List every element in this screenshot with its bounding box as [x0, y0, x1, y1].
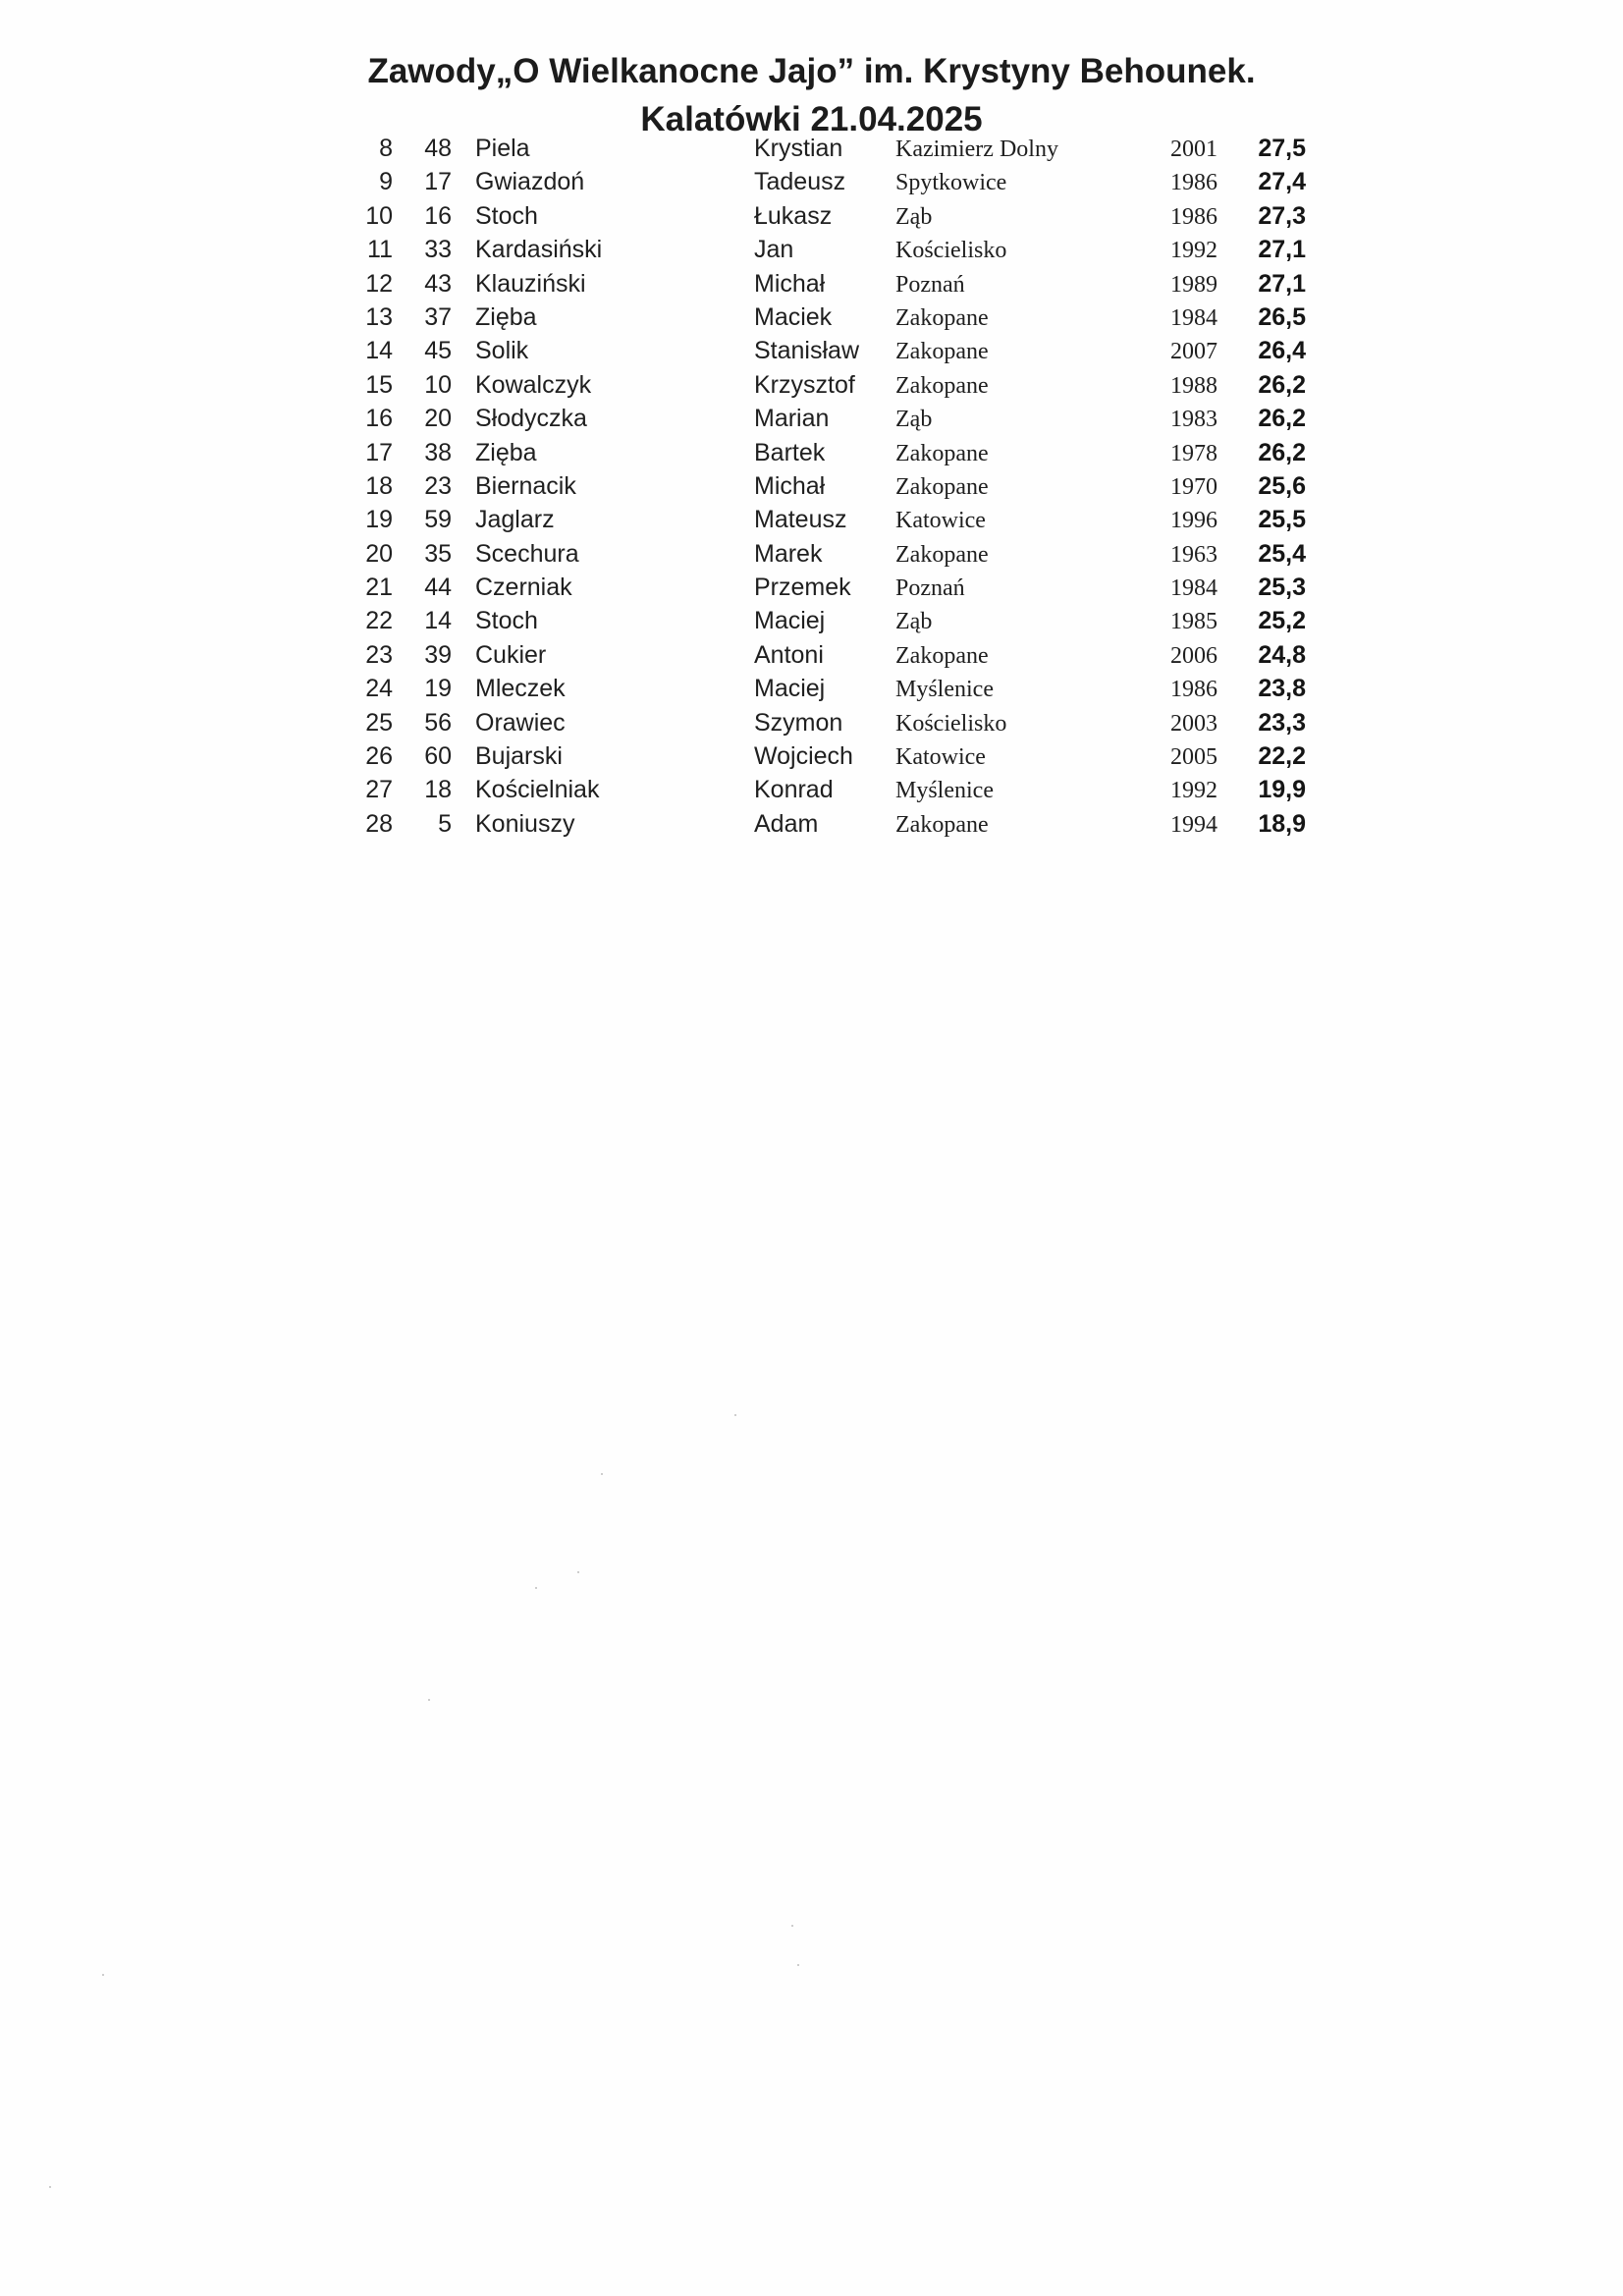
place-cell: 27 — [365, 776, 393, 804]
birth-year-cell: 1986 — [1170, 170, 1217, 196]
place-cell: 11 — [367, 236, 393, 264]
scan-speck — [577, 1571, 579, 1573]
surname-cell: Mleczek — [475, 675, 566, 703]
result-row — [0, 202, 1623, 236]
score-cell: 26,5 — [1258, 302, 1306, 331]
bib-number-cell: 38 — [424, 438, 452, 466]
place-cell: 21 — [365, 574, 393, 602]
first-name-cell: Krzysztof — [754, 370, 855, 399]
score-cell: 18,9 — [1258, 809, 1306, 838]
score-cell: 25,3 — [1258, 574, 1306, 602]
place-cell: 8 — [379, 135, 393, 162]
surname-cell: Scechura — [475, 539, 579, 568]
surname-cell: Piela — [475, 135, 530, 162]
bib-number-cell: 43 — [424, 269, 452, 298]
surname-cell: Gwiazdoń — [475, 168, 585, 196]
result-row — [0, 371, 1623, 405]
town-cell: Kościelisko — [895, 238, 1007, 264]
birth-year-cell: 1988 — [1170, 372, 1217, 399]
place-cell: 16 — [365, 405, 393, 433]
score-cell: 27,5 — [1258, 135, 1306, 162]
birth-year-cell: 1986 — [1170, 203, 1217, 230]
score-cell: 19,9 — [1258, 776, 1306, 804]
town-cell: Myślenice — [895, 677, 994, 703]
town-cell: Poznań — [895, 271, 965, 298]
bib-number-cell: 44 — [424, 574, 452, 602]
surname-cell: Kardasiński — [475, 236, 603, 264]
surname-cell: Kościelniak — [475, 776, 600, 804]
scan-speck — [428, 1699, 430, 1701]
score-cell: 23,3 — [1258, 708, 1306, 737]
town-cell: Zakopane — [895, 339, 989, 365]
place-cell: 24 — [365, 675, 393, 703]
score-cell: 26,2 — [1258, 405, 1306, 433]
scan-speck — [49, 2186, 51, 2188]
birth-year-cell: 1963 — [1170, 541, 1217, 568]
bib-number-cell: 14 — [424, 607, 452, 635]
town-cell: Zakopane — [895, 642, 989, 669]
score-cell: 25,4 — [1258, 539, 1306, 568]
town-cell: Spytkowice — [895, 170, 1007, 196]
result-row — [0, 439, 1623, 472]
birth-year-cell: 1985 — [1170, 609, 1217, 635]
score-cell: 27,3 — [1258, 201, 1306, 230]
surname-cell: Bujarski — [475, 742, 563, 771]
first-name-cell: Antoni — [754, 640, 824, 669]
place-cell: 23 — [365, 640, 393, 669]
score-cell: 22,2 — [1258, 742, 1306, 771]
place-cell: 22 — [365, 607, 393, 635]
town-cell: Ząb — [895, 407, 933, 433]
result-row — [0, 168, 1623, 201]
bib-number-cell: 33 — [424, 236, 452, 264]
results-table — [0, 135, 1623, 844]
town-cell: Ząb — [895, 609, 933, 635]
birth-year-cell: 1996 — [1170, 508, 1217, 534]
place-cell: 10 — [365, 201, 393, 230]
bib-number-cell: 23 — [424, 471, 452, 500]
town-cell: Ząb — [895, 203, 933, 230]
result-row — [0, 641, 1623, 675]
scan-speck — [734, 1414, 736, 1416]
place-cell: 13 — [365, 302, 393, 331]
result-row — [0, 776, 1623, 809]
town-cell: Zakopane — [895, 440, 989, 466]
result-row — [0, 236, 1623, 269]
bib-number-cell: 17 — [424, 168, 452, 196]
surname-cell: Zięba — [475, 302, 537, 331]
surname-cell: Słodyczka — [475, 405, 587, 433]
first-name-cell: Marek — [754, 539, 823, 568]
scan-speck — [535, 1587, 537, 1589]
result-row — [0, 337, 1623, 370]
result-row — [0, 607, 1623, 640]
town-cell: Poznań — [895, 575, 965, 602]
competition-title: Zawody„O Wielkanocne Jajo” im. Krystyny Behounek. — [367, 52, 1256, 90]
place-cell: 14 — [365, 337, 393, 365]
result-row — [0, 540, 1623, 574]
birth-year-cell: 1978 — [1170, 440, 1217, 466]
scan-speck — [601, 1473, 603, 1475]
place-cell: 20 — [365, 539, 393, 568]
surname-cell: Cukier — [475, 640, 547, 669]
score-cell: 24,8 — [1258, 640, 1306, 669]
bib-number-cell: 19 — [424, 675, 452, 703]
birth-year-cell: 1984 — [1170, 575, 1217, 602]
surname-cell: Czerniak — [475, 574, 572, 602]
bib-number-cell: 56 — [424, 708, 452, 737]
first-name-cell: Konrad — [754, 776, 834, 804]
town-cell: Myślenice — [895, 778, 994, 804]
town-cell: Kościelisko — [895, 710, 1007, 737]
bib-number-cell: 35 — [424, 539, 452, 568]
result-row — [0, 270, 1623, 303]
bib-number-cell: 48 — [424, 135, 452, 162]
surname-cell: Orawiec — [475, 708, 566, 737]
birth-year-cell: 2003 — [1170, 710, 1217, 737]
surname-cell: Zięba — [475, 438, 537, 466]
result-row — [0, 472, 1623, 506]
birth-year-cell: 1984 — [1170, 304, 1217, 331]
birth-year-cell: 1986 — [1170, 677, 1217, 703]
scan-speck — [791, 1925, 793, 1927]
first-name-cell: Łukasz — [754, 201, 833, 230]
surname-cell: Klauziński — [475, 269, 586, 298]
place-cell: 15 — [365, 370, 393, 399]
result-row — [0, 675, 1623, 708]
bib-number-cell: 5 — [438, 809, 452, 838]
surname-cell: Solik — [475, 337, 529, 365]
town-cell: Katowice — [895, 508, 986, 534]
birth-year-cell: 1989 — [1170, 271, 1217, 298]
score-cell: 27,1 — [1258, 269, 1306, 298]
birth-year-cell: 1970 — [1170, 473, 1217, 500]
bib-number-cell: 37 — [424, 302, 452, 331]
town-cell: Zakopane — [895, 372, 989, 399]
birth-year-cell: 1983 — [1170, 407, 1217, 433]
score-cell: 27,1 — [1258, 236, 1306, 264]
first-name-cell: Michał — [754, 269, 826, 298]
result-row — [0, 709, 1623, 742]
surname-cell: Jaglarz — [475, 506, 555, 534]
birth-year-cell: 2006 — [1170, 642, 1217, 669]
bib-number-cell: 10 — [424, 370, 452, 399]
result-row — [0, 303, 1623, 337]
birth-year-cell: 2001 — [1170, 137, 1217, 162]
surname-cell: Kowalczyk — [475, 370, 592, 399]
result-row — [0, 742, 1623, 776]
birth-year-cell: 1994 — [1170, 811, 1217, 838]
scan-speck — [102, 1974, 104, 1976]
first-name-cell: Maciej — [754, 607, 826, 635]
town-cell: Katowice — [895, 744, 986, 771]
competition-place-date: Kalatówki 21.04.2025 — [640, 100, 983, 138]
bib-number-cell: 39 — [424, 640, 452, 669]
result-row — [0, 810, 1623, 844]
town-cell: Zakopane — [895, 304, 989, 331]
place-cell: 19 — [365, 506, 393, 534]
result-row — [0, 135, 1623, 168]
town-cell: Zakopane — [895, 541, 989, 568]
birth-year-cell: 1992 — [1170, 778, 1217, 804]
surname-cell: Stoch — [475, 201, 538, 230]
first-name-cell: Michał — [754, 471, 826, 500]
place-cell: 18 — [365, 471, 393, 500]
place-cell: 28 — [365, 809, 393, 838]
first-name-cell: Przemek — [754, 574, 851, 602]
first-name-cell: Mateusz — [754, 506, 847, 534]
surname-cell: Stoch — [475, 607, 538, 635]
bib-number-cell: 45 — [424, 337, 452, 365]
surname-cell: Koniuszy — [475, 809, 575, 838]
score-cell: 26,2 — [1258, 370, 1306, 399]
first-name-cell: Krystian — [754, 135, 843, 162]
first-name-cell: Maciej — [754, 675, 826, 703]
town-cell: Kazimierz Dolny — [895, 137, 1058, 162]
first-name-cell: Adam — [754, 809, 819, 838]
first-name-cell: Bartek — [754, 438, 826, 466]
scan-speck — [797, 1964, 799, 1966]
score-cell: 26,2 — [1258, 438, 1306, 466]
first-name-cell: Wojciech — [754, 742, 853, 771]
bib-number-cell: 16 — [424, 201, 452, 230]
result-row — [0, 506, 1623, 539]
score-cell: 25,5 — [1258, 506, 1306, 534]
score-cell: 25,6 — [1258, 471, 1306, 500]
first-name-cell: Jan — [754, 236, 794, 264]
first-name-cell: Stanisław — [754, 337, 859, 365]
score-cell: 27,4 — [1258, 168, 1306, 196]
place-cell: 26 — [365, 742, 393, 771]
birth-year-cell: 2005 — [1170, 744, 1217, 771]
town-cell: Zakopane — [895, 473, 989, 500]
first-name-cell: Marian — [754, 405, 830, 433]
first-name-cell: Szymon — [754, 708, 843, 737]
place-cell: 25 — [365, 708, 393, 737]
first-name-cell: Maciek — [754, 302, 833, 331]
surname-cell: Biernacik — [475, 471, 576, 500]
score-cell: 26,4 — [1258, 337, 1306, 365]
birth-year-cell: 1992 — [1170, 238, 1217, 264]
place-cell: 9 — [379, 168, 393, 196]
result-row — [0, 574, 1623, 607]
place-cell: 12 — [365, 269, 393, 298]
bib-number-cell: 20 — [424, 405, 452, 433]
score-cell: 23,8 — [1258, 675, 1306, 703]
result-row — [0, 405, 1623, 438]
bib-number-cell: 60 — [424, 742, 452, 771]
town-cell: Zakopane — [895, 811, 989, 838]
first-name-cell: Tadeusz — [754, 168, 846, 196]
place-cell: 17 — [365, 438, 393, 466]
score-cell: 25,2 — [1258, 607, 1306, 635]
bib-number-cell: 59 — [424, 506, 452, 534]
bib-number-cell: 18 — [424, 776, 452, 804]
birth-year-cell: 2007 — [1170, 339, 1217, 365]
